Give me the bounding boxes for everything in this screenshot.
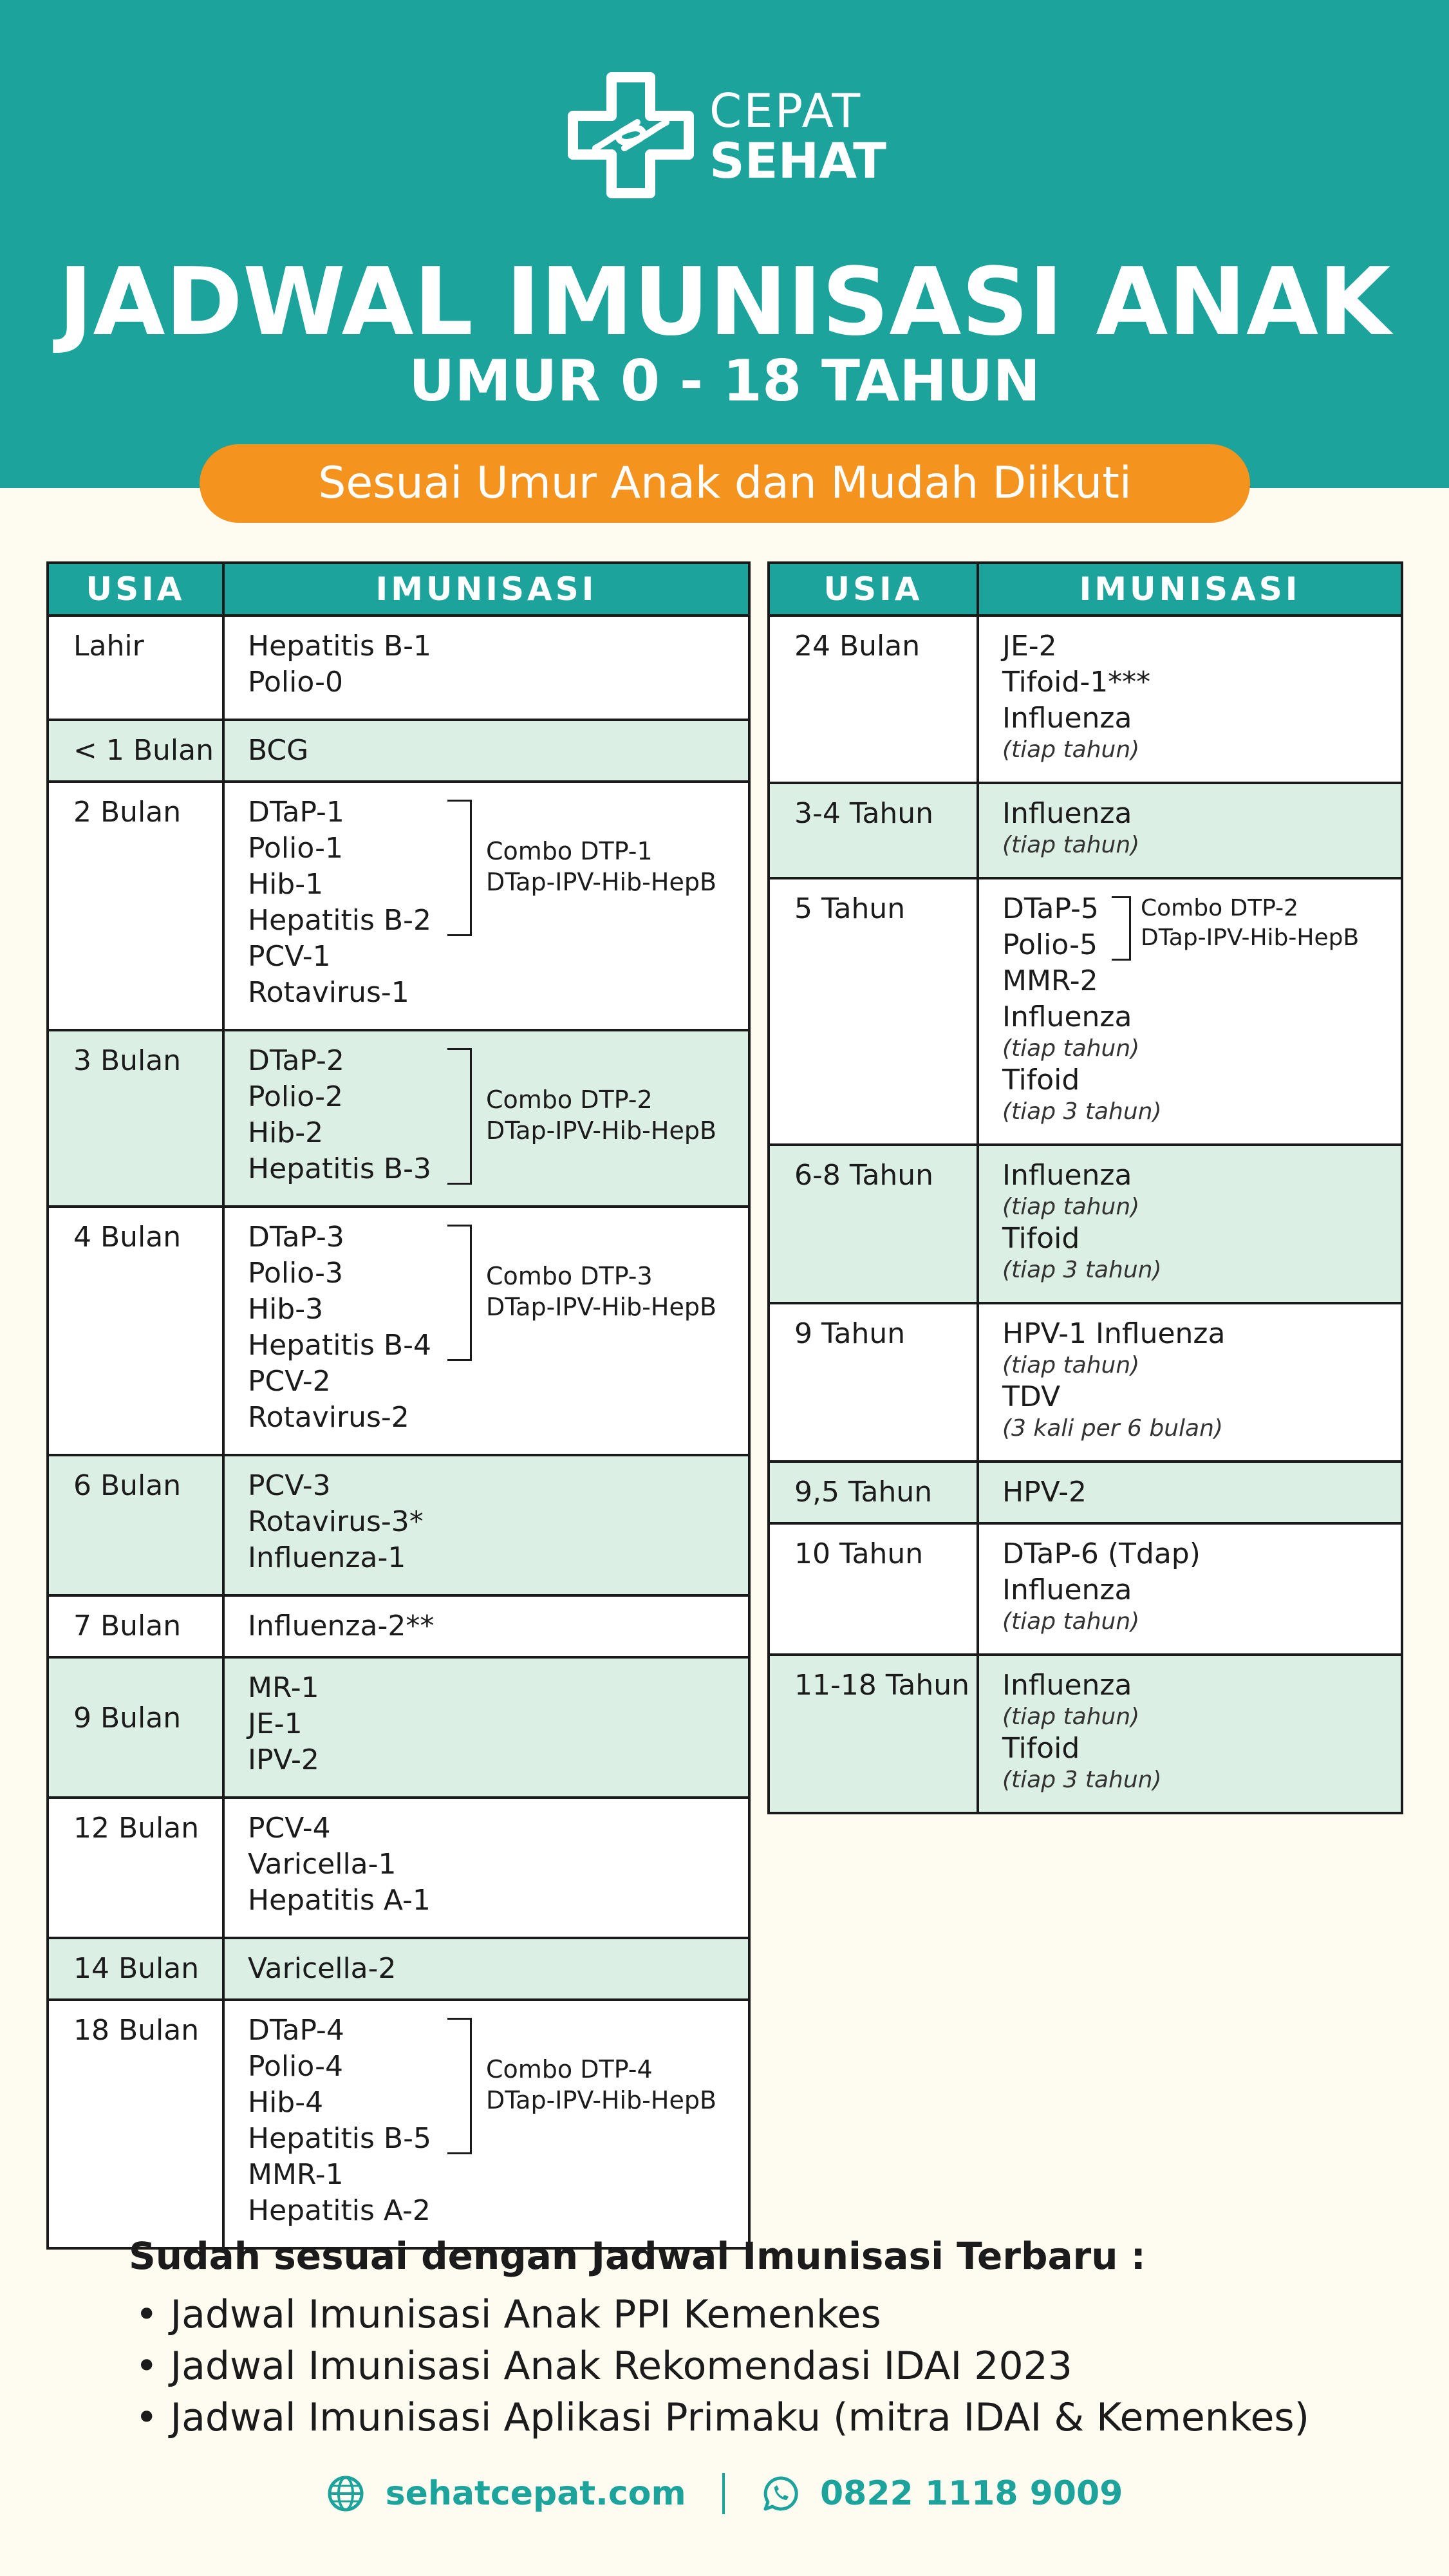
vaccine-list (1002, 1668, 1401, 1794)
vaccine-name: Hib-2 (248, 1116, 324, 1149)
table-row (769, 616, 1402, 783)
vaccine-name: PCV-4 (248, 1812, 331, 1845)
vaccine-cell (978, 1462, 1402, 1523)
age-cell: 11-18 Tahun (769, 1655, 978, 1813)
combo-name: Combo DTP-2 (1141, 895, 1299, 921)
brand-name-line1: CEPAT (709, 84, 863, 138)
vaccine-name: Varicella-1 (248, 1848, 397, 1881)
globe-icon (326, 2474, 365, 2513)
table-row (48, 782, 749, 1030)
age-cell: 24 Bulan (769, 616, 978, 783)
medical-cross-icon (566, 71, 695, 200)
phone-number[interactable]: 0822 1118 9009 (819, 2474, 1123, 2513)
vaccine-frequency-note: (tiap tahun) (1002, 1352, 1140, 1378)
vaccine-name: MMR-2 (1002, 964, 1098, 997)
vaccine-name: Influenza-1 (248, 1541, 406, 1574)
table-header-row (769, 563, 1402, 616)
vaccine-name: Polio-3 (248, 1257, 343, 1290)
schedule-table-right (767, 561, 1403, 1814)
age-cell: 12 Bulan (48, 1798, 223, 1938)
schedule-table-left (46, 561, 751, 2250)
vaccine-cell (978, 1655, 1402, 1813)
table-row (48, 616, 749, 720)
table-row (769, 1655, 1402, 1813)
table-row (769, 878, 1402, 1145)
vaccine-name: Rotavirus-3* (248, 1505, 424, 1538)
table-row (48, 2000, 749, 2248)
divider (722, 2473, 725, 2514)
age-cell: 6-8 Tahun (769, 1145, 978, 1303)
vaccine-cell (223, 1657, 749, 1798)
vaccine-cell (978, 783, 1402, 878)
vaccine-cell (978, 878, 1402, 1145)
table-row (48, 1938, 749, 2000)
table-row (769, 783, 1402, 878)
vaccine-name: Rotavirus-2 (248, 1401, 409, 1434)
vaccine-name: Hepatitis B-4 (248, 1329, 431, 1362)
table-row (769, 1523, 1402, 1655)
vaccine-name: DTaP-2 (248, 1044, 344, 1077)
combo-label (486, 1261, 716, 1322)
column-header-age: USIA (48, 563, 223, 616)
combo-label (486, 2054, 716, 2116)
age-cell: 9,5 Tahun (769, 1462, 978, 1523)
vaccine-name: HPV-1 Influenza (1002, 1317, 1226, 1350)
vaccine-frequency-note: (tiap tahun) (1002, 1608, 1140, 1635)
list-item: • Jadwal Imunisasi Aplikasi Primaku (mitra IDAI & Kemenkes) (135, 2395, 1310, 2440)
combo-bracket (1112, 896, 1131, 961)
vaccine-name: Influenza (1002, 1001, 1132, 1033)
table-row (769, 1145, 1402, 1303)
age-cell: 5 Tahun (769, 878, 978, 1145)
vaccine-cell (223, 1030, 749, 1207)
vaccine-name: IPV-2 (248, 1744, 319, 1776)
table-row (48, 1798, 749, 1938)
combo-detail: DTap-IPV-Hib-HepB (486, 1293, 717, 1321)
vaccine-name: Tifoid (1002, 1064, 1080, 1096)
tagline-badge: Sesuai Umur Anak dan Mudah Diikuti (200, 444, 1250, 523)
brand-logo (566, 71, 888, 193)
vaccine-name: Hepatitis A-1 (248, 1884, 431, 1917)
age-cell: 9 Bulan (48, 1657, 223, 1798)
vaccine-name: BCG (248, 734, 309, 767)
combo-label (1141, 894, 1359, 953)
vaccine-list (248, 1810, 748, 1919)
combo-bracket (447, 800, 472, 936)
vaccine-name: Hepatitis A-2 (248, 2194, 431, 2227)
list-item: • Jadwal Imunisasi Anak Rekomendasi IDAI 2023 (135, 2344, 1072, 2389)
age-cell: 3-4 Tahun (769, 783, 978, 878)
page-subtitle: UMUR 0 - 18 TAHUN (408, 348, 1041, 414)
combo-bracket (447, 1048, 472, 1185)
vaccine-frequency-note: (tiap tahun) (1002, 1704, 1140, 1730)
age-cell: < 1 Bulan (48, 720, 223, 782)
vaccine-frequency-note: (tiap 3 tahun) (1002, 1257, 1162, 1283)
table-row (48, 720, 749, 782)
age-cell: 2 Bulan (48, 782, 223, 1030)
vaccine-frequency-note: (tiap tahun) (1002, 1035, 1140, 1062)
column-header-vaccine: IMUNISASI (978, 563, 1402, 616)
footer-title: Sudah sesuai dengan Jadwal Imunisasi Terbaru : (129, 2234, 1146, 2278)
vaccine-name: Hepatitis B-2 (248, 904, 431, 937)
vaccine-list (248, 1219, 748, 1436)
vaccine-list (248, 1670, 748, 1778)
vaccine-name: Influenza-2** (248, 1610, 435, 1642)
combo-label (486, 1084, 716, 1146)
vaccine-name: Influenza (1002, 797, 1132, 830)
vaccine-frequency-note: (tiap tahun) (1002, 737, 1140, 763)
table-row (48, 1657, 749, 1798)
table-header-row (48, 563, 749, 616)
vaccine-name: PCV-3 (248, 1469, 331, 1502)
combo-name: Combo DTP-2 (486, 1086, 653, 1114)
age-cell: 10 Tahun (769, 1523, 978, 1655)
vaccine-name: Varicella-2 (248, 1952, 397, 1985)
vaccine-name: Polio-1 (248, 832, 343, 865)
vaccine-list (1002, 1474, 1401, 1510)
vaccine-name: Influenza (1002, 1669, 1132, 1702)
header-banner (0, 0, 1449, 488)
table-row (48, 1595, 749, 1657)
age-cell: 7 Bulan (48, 1595, 223, 1657)
whatsapp-icon (761, 2474, 799, 2513)
contact-bar (0, 2472, 1449, 2514)
vaccine-cell (223, 720, 749, 782)
table-row (769, 1462, 1402, 1523)
vaccine-name: JE-2 (1002, 630, 1057, 663)
vaccine-name: DTaP-4 (248, 2014, 344, 2047)
vaccine-frequency-note: (tiap tahun) (1002, 1194, 1140, 1220)
vaccine-name: Polio-5 (1002, 928, 1098, 961)
vaccine-frequency-note: (3 kali per 6 bulan) (1002, 1415, 1223, 1442)
combo-bracket (447, 1225, 472, 1361)
vaccine-list (248, 733, 748, 769)
vaccine-name: Hepatitis B-3 (248, 1152, 431, 1185)
vaccine-list (248, 1608, 748, 1644)
vaccine-frequency-note: (tiap tahun) (1002, 832, 1140, 858)
age-cell: 6 Bulan (48, 1455, 223, 1595)
table-row (48, 1455, 749, 1595)
vaccine-cell (223, 1455, 749, 1595)
vaccine-cell (978, 1145, 1402, 1303)
vaccine-name: Polio-2 (248, 1080, 343, 1113)
vaccine-name: Tifoid (1002, 1222, 1080, 1255)
vaccine-cell (223, 2000, 749, 2248)
brand-name-line2: SEHAT (709, 132, 887, 189)
vaccine-name: TDV (1002, 1380, 1061, 1413)
vaccine-name: MMR-1 (248, 2158, 344, 2191)
page-title: JADWAL IMUNISASI ANAK (58, 248, 1391, 357)
vaccine-name: PCV-1 (248, 940, 331, 973)
age-cell: 3 Bulan (48, 1030, 223, 1207)
age-cell: Lahir (48, 616, 223, 720)
vaccine-name: Hepatitis B-1 (248, 630, 431, 663)
table-row (48, 1030, 749, 1207)
column-header-age: USIA (769, 563, 978, 616)
combo-detail: DTap-IPV-Hib-HepB (486, 868, 717, 896)
vaccine-list (1002, 1158, 1401, 1284)
vaccine-cell (223, 1207, 749, 1455)
vaccine-name: Influenza (1002, 702, 1132, 735)
vaccine-name: Influenza (1002, 1159, 1132, 1192)
age-cell: 18 Bulan (48, 2000, 223, 2248)
vaccine-list (1002, 628, 1401, 764)
age-cell: 4 Bulan (48, 1207, 223, 1455)
vaccine-name: Tifoid-1*** (1002, 666, 1151, 699)
vaccine-name: MR-1 (248, 1671, 319, 1704)
vaccine-name: Polio-4 (248, 2050, 343, 2083)
list-item: • Jadwal Imunisasi Anak PPI Kemenkes (135, 2292, 881, 2337)
website-link[interactable]: sehatcepat.com (385, 2474, 686, 2513)
column-header-vaccine: IMUNISASI (223, 563, 749, 616)
vaccine-name: HPV-2 (1002, 1476, 1087, 1509)
vaccine-name: PCV-2 (248, 1365, 331, 1398)
vaccine-list (248, 1951, 748, 1987)
vaccine-name: DTaP-3 (248, 1221, 344, 1254)
vaccine-list (1002, 1316, 1401, 1442)
vaccine-name: Hib-1 (248, 868, 324, 901)
vaccine-frequency-note: (tiap 3 tahun) (1002, 1098, 1162, 1125)
vaccine-name: Hib-4 (248, 2086, 324, 2119)
combo-detail: DTap-IPV-Hib-HepB (486, 1116, 717, 1145)
vaccine-list (1002, 891, 1401, 1125)
table-row (769, 1303, 1402, 1462)
combo-label (486, 836, 716, 898)
vaccine-cell (223, 782, 749, 1030)
vaccine-frequency-note: (tiap 3 tahun) (1002, 1767, 1162, 1793)
combo-bracket (447, 2018, 472, 2154)
vaccine-name: DTaP-6 (Tdap) (1002, 1537, 1201, 1570)
combo-name: Combo DTP-3 (486, 1262, 653, 1290)
combo-detail: DTap-IPV-Hib-HepB (1141, 925, 1360, 951)
vaccine-cell (223, 1798, 749, 1938)
vaccine-list (248, 794, 748, 1011)
age-cell: 14 Bulan (48, 1938, 223, 2000)
vaccine-name: Hepatitis B-5 (248, 2122, 431, 2155)
vaccine-cell (223, 616, 749, 720)
table-row (48, 1207, 749, 1455)
vaccine-name: Hib-3 (248, 1293, 324, 1326)
vaccine-list (1002, 796, 1401, 859)
vaccine-cell (978, 1303, 1402, 1462)
vaccine-list (248, 1043, 748, 1187)
vaccine-list (248, 1468, 748, 1576)
vaccine-cell (978, 616, 1402, 783)
vaccine-name: Rotavirus-1 (248, 976, 409, 1009)
combo-name: Combo DTP-1 (486, 837, 653, 865)
vaccine-list (1002, 1536, 1401, 1635)
combo-name: Combo DTP-4 (486, 2055, 653, 2083)
vaccine-name: DTaP-5 (1002, 892, 1099, 925)
vaccine-name: Polio-0 (248, 666, 343, 699)
reference-list (135, 2289, 1309, 2443)
vaccine-name: DTaP-1 (248, 796, 344, 829)
vaccine-name: Tifoid (1002, 1732, 1080, 1765)
vaccine-name: Influenza (1002, 1574, 1132, 1606)
vaccine-list (248, 628, 748, 700)
vaccine-name: JE-1 (248, 1707, 303, 1740)
vaccine-list (248, 2013, 748, 2229)
age-cell: 9 Tahun (769, 1303, 978, 1462)
vaccine-cell (223, 1595, 749, 1657)
combo-detail: DTap-IPV-Hib-HepB (486, 2086, 717, 2114)
vaccine-cell (223, 1938, 749, 2000)
vaccine-cell (978, 1523, 1402, 1655)
